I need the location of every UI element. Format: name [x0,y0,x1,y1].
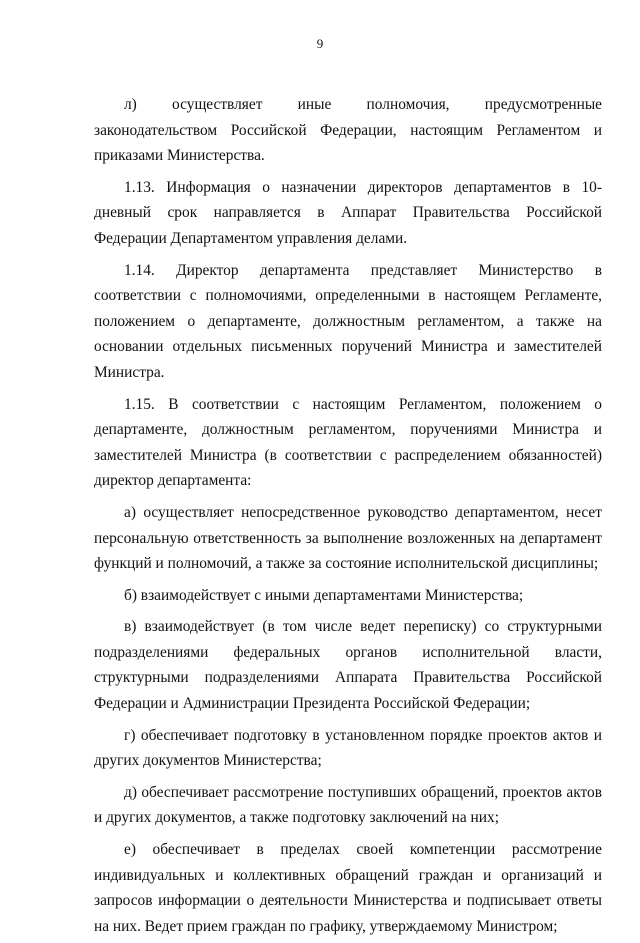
paragraph-1-13: 1.13. Информация о назначении директоров департаментов в 10-дневный срок направляется в Аппарат Правительства Российской Федерации Департаментом управления делами. [94,178,602,247]
paragraph-a-management: а) осуществляет непосредственное руководство департаментом, несет персональную ответственность за выполнение возложенных на департамент функций и полномочий, а также за состояние исполнительской дисциплины; [94,503,602,573]
paragraph-d-review-appeals: д) обеспечивает рассмотрение поступивших обращений, проектов актов и других документов, а также подготовку заключений на них; [94,783,602,827]
paragraph-e-citizen-appeals: е) обеспечивает в пределах своей компетенции рассмотрение индивидуальных и коллективных обращений граждан и организаций и запросов информации о деятельности Министерства и подписывает ответы на них. Ведет прием граждан по графику, утверждаемому Министром; [94,841,602,935]
page-number: 9 [316,36,324,51]
paragraph-b-interaction-departments: б) взаимодействует с иными департаментами Министерства; [124,586,524,604]
paragraph-v-interaction-federal: в) взаимодействует (в том числе ведет переписку) со структурными подразделениями федеральных органов исполнительной власти, структурными подразделениями Аппарата Правительства Российской Федерации и Администрации Президента Российской Федерации; [94,618,602,713]
paragraph-l-other-powers: л) осуществляет иные полномочия, предусмотренные законодательством Российской Федерации, настоящим Регламентом и приказами Министерства. [94,96,602,165]
paragraph-1-14: 1.14. Директор департамента представляет Министерство в соответствии с полномочиями, определенными в настоящем Регламенте, положением о департаменте, должностным регламентом, а также на основании отдельных письменных поручений Министра и заместителей Министра. [94,261,602,381]
paragraph-1-15: 1.15. В соответствии с настоящим Регламентом, положением о департаменте, должностным регламентом, поручениями Министра и заместителей Министра (в соответствии с распределением обязанностей) директор департамента: [94,395,602,490]
document-body [94,92,602,943]
paragraph-g-acts-preparation: г) обеспечивает подготовку в установленном порядке проектов актов и других документов Министерства; [94,726,602,770]
